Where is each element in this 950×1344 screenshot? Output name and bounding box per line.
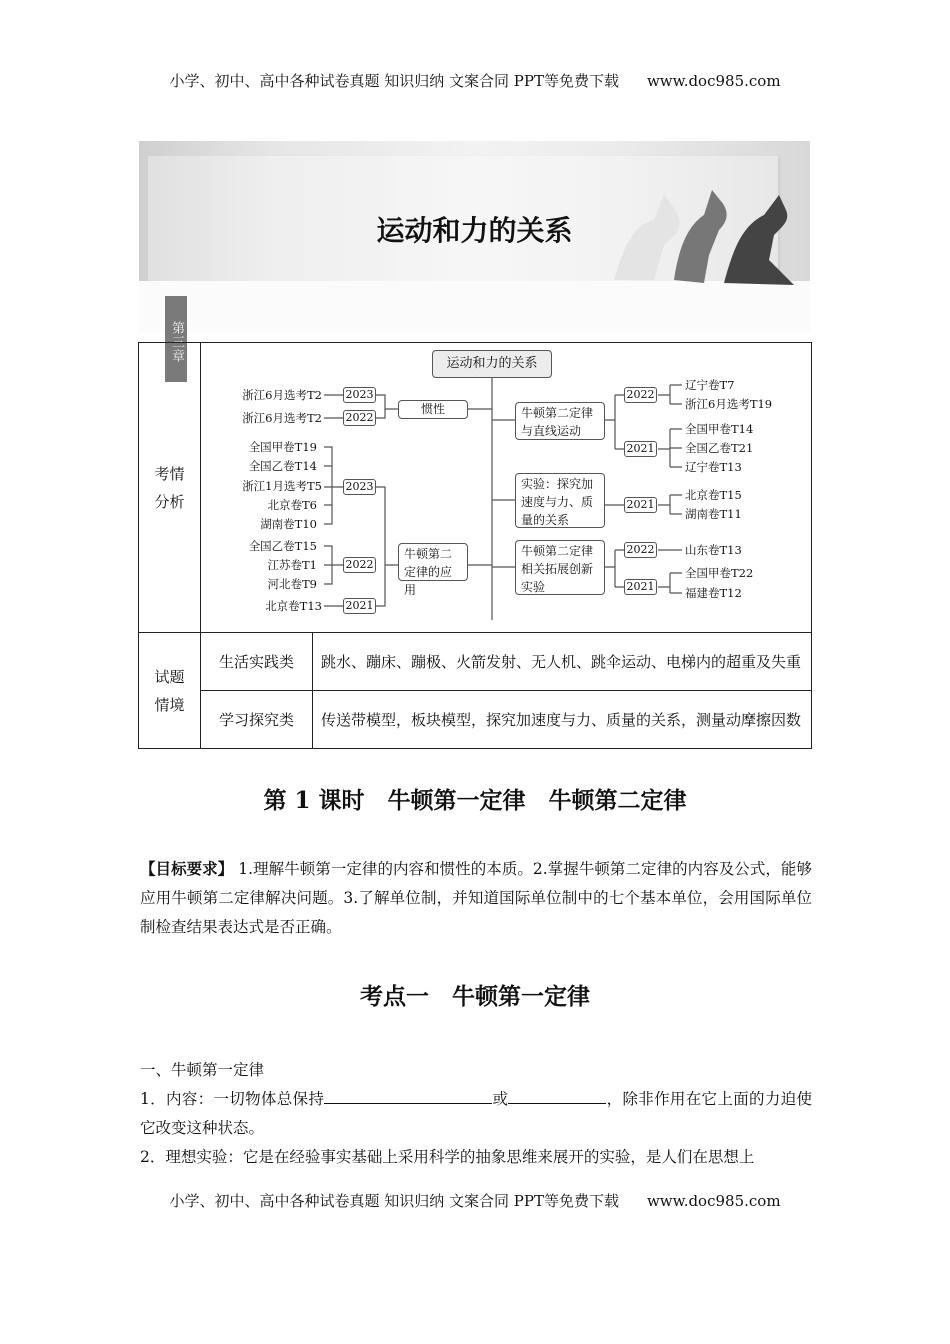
year-node: 2021 <box>624 497 657 513</box>
scenario-label: 试题情境 <box>139 633 201 749</box>
page-header <box>0 70 950 91</box>
exam-item: 浙江6月选考T2 <box>242 388 322 402</box>
exam-item: 全国甲卷T14 <box>685 422 754 436</box>
item-2: 2．理想实验：它是在经验事实基础上采用科学的抽象思维来展开的实验，是人们在思想上 <box>140 1148 755 1166</box>
exam-item: 全国乙卷T14 <box>248 459 317 473</box>
item-1: 1．内容：一切物体总保持 或 ，除非作用在它上面的力迫使它改变这种状态。 <box>140 1085 812 1143</box>
chapter-title: 运动和力的关系 <box>376 214 573 247</box>
exam-item: 山东卷T13 <box>685 543 742 557</box>
year-node: 2022 <box>343 557 376 573</box>
exam-item: 湖南卷T10 <box>260 517 317 531</box>
scenario-content: 跳水、蹦床、蹦极、火箭发射、无人机、跳伞运动、电梯内的超重及失重 <box>313 633 812 691</box>
header-text: 小学、初中、高中各种试卷真题 知识归纳 文案合同 PPT等免费下载 <box>169 72 619 90</box>
exam-item: 辽宁卷T13 <box>685 460 742 474</box>
year-node: 2023 <box>343 479 376 495</box>
mind-map <box>200 343 811 632</box>
topic-node: 惯性 <box>398 400 468 419</box>
exam-item: 浙江6月选考T2 <box>242 411 322 425</box>
header-site[interactable]: www.doc985.com <box>646 72 781 90</box>
section-title: 考点一 牛顿第一定律 <box>360 983 590 1010</box>
year-node: 2021 <box>624 579 657 595</box>
chapter-banner <box>139 141 810 363</box>
year-node: 2023 <box>343 387 376 403</box>
exam-item: 河北卷T9 <box>267 577 317 591</box>
exam-item: 全国乙卷T15 <box>248 539 317 553</box>
year-node: 2021 <box>343 598 376 614</box>
banner-bottom <box>139 281 810 333</box>
exam-item: 全国甲卷T22 <box>685 566 754 580</box>
goal-label: 【目标要求】 <box>140 859 234 878</box>
exam-item: 福建卷T12 <box>685 586 742 600</box>
footer-site[interactable]: www.doc985.com <box>646 1192 781 1210</box>
exam-item: 湖南卷T11 <box>685 507 742 521</box>
fill-blank[interactable] <box>324 1087 492 1104</box>
footer-text: 小学、初中、高中各种试卷真题 知识归纳 文案合同 PPT等免费下载 <box>169 1192 619 1210</box>
exam-item: 全国甲卷T19 <box>248 440 317 454</box>
scenario-type: 生活实践类 <box>201 633 313 691</box>
exam-item: 辽宁卷T7 <box>685 378 735 392</box>
subheading: 一、牛顿第一定律 <box>140 1061 265 1079</box>
exam-item: 全国乙卷T21 <box>685 441 754 455</box>
scenario-content: 传送带模型，板块模型，探究加速度与力、质量的关系，测量动摩擦因数 <box>313 691 812 749</box>
topic-node: 牛顿第二定律相关拓展创新实验 <box>515 540 605 595</box>
goal-paragraph <box>140 854 812 942</box>
year-node: 2022 <box>624 542 657 558</box>
page-footer <box>0 1190 950 1211</box>
section-body <box>140 1056 812 1172</box>
topic-node: 牛顿第二定律的应用 <box>398 543 468 581</box>
fill-blank[interactable] <box>508 1087 606 1104</box>
goal-text: 1.理解牛顿第一定律的内容和惯性的本质。2.掌握牛顿第二定律的内容及公式，能够应用牛顿第二定律解决问题。3.了解单位制，并知道国际单位制中的七个基本单位，会用国际单位制检查结果表达式是否正确。 <box>140 860 812 936</box>
scenario-type: 学习探究类 <box>201 691 313 749</box>
year-node: 2022 <box>343 410 376 426</box>
lesson-title: 第 1 课时 牛顿第一定律 牛顿第二定律 <box>263 787 687 814</box>
chapter-label: 第三章 <box>165 296 187 382</box>
analysis-label: 考情分析 <box>139 343 201 633</box>
exam-item: 江苏卷T1 <box>267 558 317 572</box>
year-node: 2022 <box>624 387 657 403</box>
exam-item: 浙江1月选考T5 <box>242 479 322 493</box>
topic-node: 实验：探究加速度与力、质量的关系 <box>515 473 605 528</box>
exam-item: 北京卷T6 <box>267 498 317 512</box>
horses-image <box>594 185 804 285</box>
exam-item: 北京卷T13 <box>265 599 322 613</box>
topic-node: 牛顿第二定律与直线运动 <box>515 402 605 440</box>
exam-item: 北京卷T15 <box>685 488 742 502</box>
mindmap-root: 运动和力的关系 <box>432 350 552 378</box>
exam-item: 浙江6月选考T19 <box>685 397 773 411</box>
year-node: 2021 <box>624 441 657 457</box>
